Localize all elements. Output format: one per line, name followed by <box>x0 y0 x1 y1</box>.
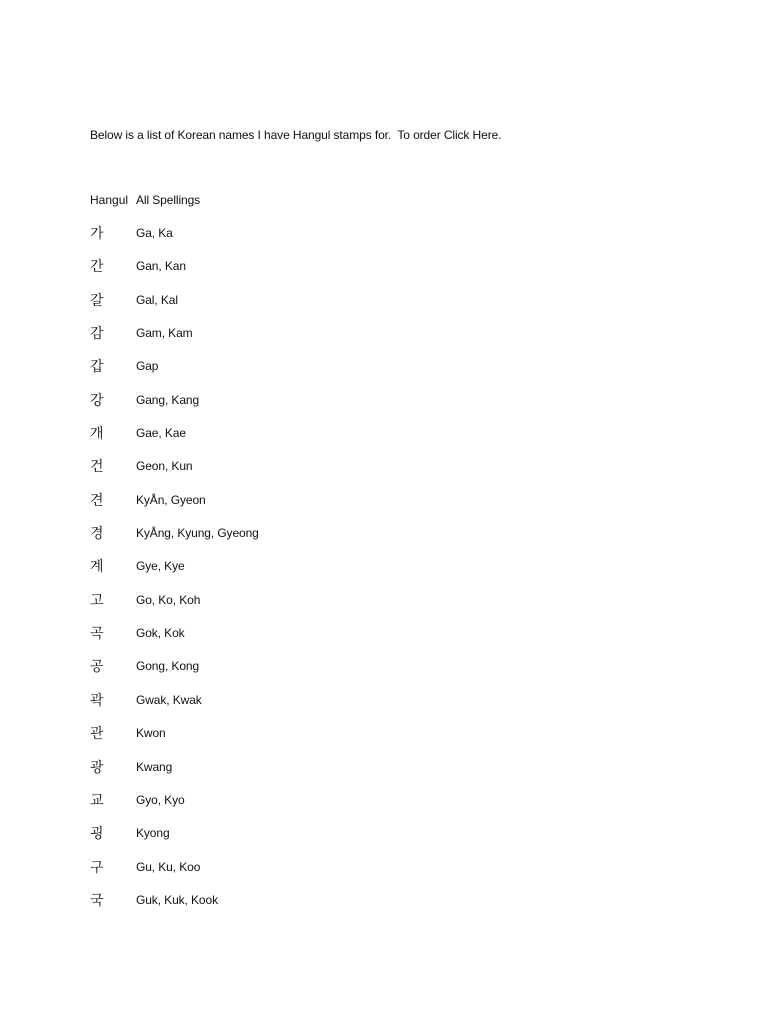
table-header-row <box>90 183 490 216</box>
spellings-cell: Gu, Ku, Koo <box>136 859 201 874</box>
spellings-cell: Gong, Kong <box>136 659 200 674</box>
spellings-cell: Gyo, Kyo <box>136 792 185 807</box>
spellings-cell: KyÅng, Kyung, Gyeong <box>136 526 259 541</box>
hangul-cell: 갑 <box>90 358 104 375</box>
spellings-cell: Ga, Ka <box>136 226 173 241</box>
korean-names-table <box>90 183 490 917</box>
table-row <box>90 883 490 916</box>
hangul-cell: 구 <box>90 858 104 875</box>
header-all-spellings: All Spellings <box>136 192 201 207</box>
spellings-cell: Gal, Kal <box>136 292 178 307</box>
hangul-cell: 건 <box>90 458 104 475</box>
hangul-cell: 고 <box>90 591 104 608</box>
hangul-cell: 경 <box>90 525 104 542</box>
hangul-cell: 곽 <box>90 691 104 708</box>
spellings-cell: Gan, Kan <box>136 259 186 274</box>
table-row <box>90 216 490 249</box>
hangul-cell: 강 <box>90 391 104 408</box>
table-row <box>90 550 490 583</box>
hangul-cell: 곡 <box>90 625 104 642</box>
table-row <box>90 683 490 716</box>
table-row <box>90 283 490 316</box>
hangul-cell: 감 <box>90 325 104 342</box>
spellings-cell: Gok, Kok <box>136 626 185 641</box>
table-row <box>90 350 490 383</box>
spellings-cell: Gwak, Kwak <box>136 692 202 707</box>
table-body <box>90 216 490 916</box>
hangul-cell: 가 <box>90 225 104 242</box>
hangul-cell: 국 <box>90 891 104 908</box>
table-row <box>90 616 490 649</box>
hangul-cell: 관 <box>90 725 104 742</box>
spellings-cell: Gye, Kye <box>136 559 185 574</box>
table-row <box>90 817 490 850</box>
hangul-cell: 굉 <box>90 825 104 842</box>
table-row <box>90 450 490 483</box>
table-row <box>90 850 490 883</box>
hangul-cell: 간 <box>90 258 104 275</box>
spellings-cell: KyÅn, Gyeon <box>136 492 206 507</box>
spellings-cell: Kyong <box>136 826 170 841</box>
table-row <box>90 316 490 349</box>
table-row <box>90 383 490 416</box>
spellings-cell: Gam, Kam <box>136 326 193 341</box>
spellings-cell: Gap <box>136 359 159 374</box>
header-hangul: Hangul <box>90 192 129 207</box>
hangul-cell: 공 <box>90 658 104 675</box>
hangul-cell: 개 <box>90 425 104 442</box>
table-row <box>90 583 490 616</box>
table-row <box>90 250 490 283</box>
table-row <box>90 717 490 750</box>
table-row <box>90 650 490 683</box>
hangul-cell: 광 <box>90 758 104 775</box>
spellings-cell: Gang, Kang <box>136 392 200 407</box>
spellings-cell: Kwang <box>136 759 173 774</box>
hangul-cell: 견 <box>90 491 104 508</box>
spellings-cell: Guk, Kuk, Kook <box>136 892 218 907</box>
hangul-cell: 계 <box>90 558 104 575</box>
spellings-cell: Geon, Kun <box>136 459 193 474</box>
table-row <box>90 483 490 516</box>
spellings-cell: Gae, Kae <box>136 426 186 441</box>
table-row <box>90 783 490 816</box>
table-row <box>90 416 490 449</box>
table-row <box>90 516 490 549</box>
hangul-cell: 갈 <box>90 291 104 308</box>
spellings-cell: Kwon <box>136 726 166 741</box>
hangul-cell: 교 <box>90 791 104 808</box>
intro-text: Below is a list of Korean names I have Hangul stamps for. To order Click Here. <box>90 128 502 142</box>
table-row <box>90 750 490 783</box>
spellings-cell: Go, Ko, Koh <box>136 592 201 607</box>
